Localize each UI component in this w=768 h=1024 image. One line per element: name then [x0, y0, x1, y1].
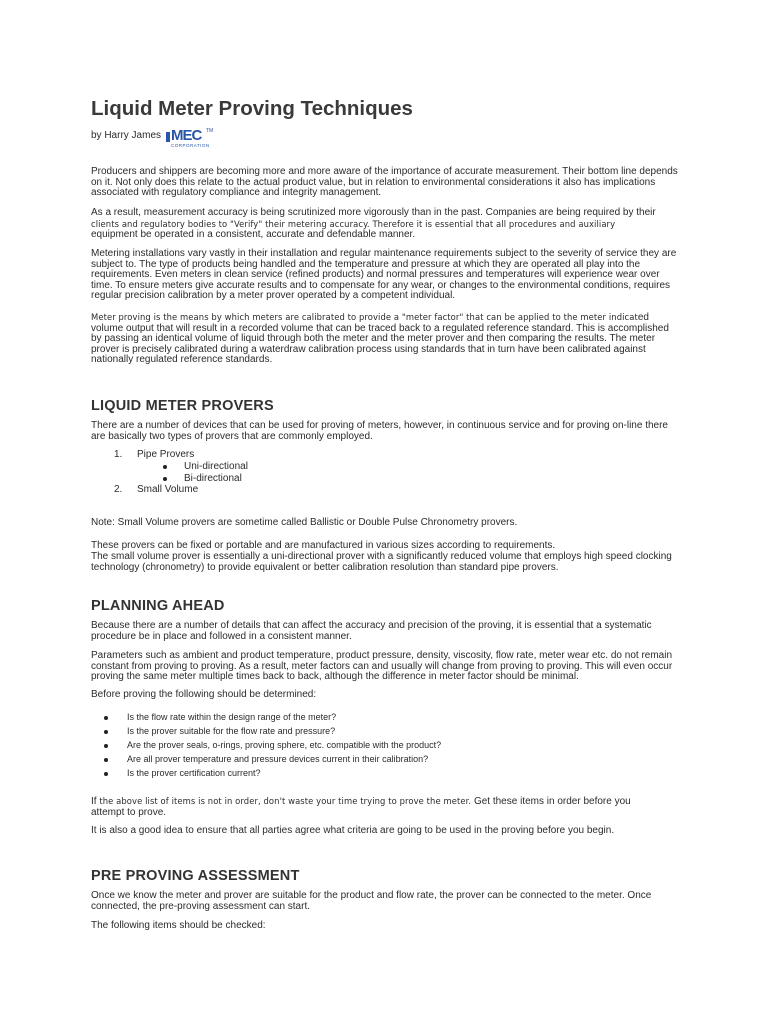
intro-paragraph-4-part-2: ed	[637, 312, 649, 323]
pre-proving-paragraph-1: Once we know the meter and prover are suitable for the product and flow rate, the prover can be connected to the meter. Once connected, the pre-proving assessment can start.	[91, 890, 652, 912]
mec-corporation-logo	[166, 128, 216, 150]
byline: by Harry James	[91, 130, 162, 141]
list-subitem-uni-directional: Uni-directional	[184, 461, 248, 472]
checklist-item: Is the prover certification current?	[127, 768, 261, 778]
checklist-item: Are the prover seals, o-rings, proving sphere, etc. compatible with the product?	[127, 740, 442, 750]
logo-bar-icon	[166, 132, 170, 142]
checklist-item: Is the prover suitable for the flow rate and pressure?	[127, 726, 336, 736]
bullet-icon	[104, 730, 108, 734]
intro-paragraph-2-part-2: clients and regulatory bodies to "Verify" their metering accuracy. Therefore it is essential that all procedures and auxiliary	[91, 218, 616, 229]
bullet-icon	[163, 477, 167, 481]
checklist-item: Is the flow rate within the design range of the meter?	[127, 712, 337, 722]
list-item-pipe-provers: Pipe Provers	[137, 449, 195, 460]
intro-paragraph-4-part-1: Meter proving is the means by which meters are calibrated to provide a "meter factor" that can be applied to the meter indicat	[91, 312, 638, 322]
planning-paragraph-3: Before proving the following should be determined:	[91, 689, 317, 700]
intro-paragraph-2-part-3: equipment be operated in a consistent, accurate and defendable manner.	[91, 229, 416, 240]
list-number: 1.	[114, 449, 123, 460]
bullet-icon	[104, 716, 108, 720]
bullet-icon	[104, 758, 108, 762]
intro-paragraph-2	[91, 208, 681, 241]
document-title: Liquid Meter Proving Techniques	[91, 97, 413, 120]
planning-paragraph-5: It is also a good idea to ensure that all parties agree what criteria are going to be used in the proving before you begin.	[91, 825, 615, 836]
list-number: 2.	[114, 484, 123, 495]
intro-paragraph-4	[91, 312, 681, 366]
list-subitem-bi-directional: Bi-directional	[184, 473, 242, 484]
list-item-small-volume: Small Volume	[137, 484, 199, 495]
intro-paragraph-2-part-1: As a result, measurement accuracy is being scrutinized more vigorously than in the past. Companies are being required by their	[91, 207, 656, 218]
provers-paragraph-2: These provers can be fixed or portable and are manufactured in various sizes according to requirements.	[91, 540, 556, 551]
bullet-icon	[163, 465, 167, 469]
provers-paragraph-3: The small volume prover is essentially a uni-directional prover with a significantly reduced volume that employs high speed clocking technology (chronometry) to provide equivalent or better calibration resolution than standard pipe provers.	[91, 551, 672, 573]
logo-text: MEC	[171, 127, 202, 144]
section-heading-pre-proving: PRE PROVING ASSESSMENT	[91, 868, 300, 884]
logo-subtext: CORPORATION	[171, 143, 210, 148]
logo-trademark: TM	[206, 128, 214, 134]
planning-paragraph-4-part-1: If	[91, 796, 97, 807]
checklist-item: Are all prover temperature and pressure devices current in their calibration?	[127, 754, 429, 764]
intro-paragraph-4-part-3: volume output that will result in a recorded volume that can be traced back to a regulated reference standard. This is accomplished by passing an identical volume of liquid through both the meter and the meter prover and then comparing the results. The meter prover is precisely calibrated during a waterdraw calibration process using standards that in turn have been calibrated against nationally regulated reference standards.	[91, 322, 669, 365]
planning-paragraph-4-part-4: attempt to prove.	[91, 806, 167, 818]
section-heading-planning: PLANNING AHEAD	[91, 598, 225, 614]
planning-paragraph-4	[91, 796, 681, 818]
intro-paragraph-1: Producers and shippers are becoming more and more aware of the importance of accurate measurement. Their bottom line depends on it. Not only does this relate to the actual product value, but in relation to environmental considerations it also has implications associated with regulatory compliance and integrity management.	[91, 166, 678, 198]
intro-paragraph-3: Metering installations vary vastly in their installation and regular maintenance requirements subject to the severity of service they are subject to. The type of products being handled and the temperature and pressure at which they are operated all play into the requirements. Even meters in clean service (refined products) and normal pressures and temperatures will experience wear over time. To ensure meters give accurate results and to compensate for any wear, or changes to the environmental conditions, requires regular precision calibration by a meter prover operated by a competent individual.	[91, 248, 677, 301]
pre-proving-paragraph-2: The following items should be checked:	[91, 920, 266, 931]
planning-paragraph-2: Parameters such as ambient and product temperature, product pressure, density, viscosity, flow rate, meter wear etc. do not remain constant from proving to proving. As a result, meter factors can and usually will change from proving to proving. This will even occur proving the same meter multiple times back to back, although the difference in meter factor should be minimal.	[91, 650, 673, 682]
planning-paragraph-1: Because there are a number of details that can affect the accuracy and precision of the proving, it is essential that a systematic procedure be in place and followed in a consistent manner.	[91, 620, 652, 642]
section-heading-provers: LIQUID METER PROVERS	[91, 398, 274, 414]
bullet-icon	[104, 744, 108, 748]
provers-note: Note: Small Volume provers are sometime called Ballistic or Double Pulse Chronometry provers.	[91, 517, 518, 528]
planning-paragraph-4-part-2: the above list of items is not in order, don't waste your time trying to prove the meter.	[99, 796, 472, 806]
provers-paragraph-1: There are a number of devices that can be used for proving of meters, however, in continuous service and for proving on-line there are basically two types of provers that are commonly employed.	[91, 420, 668, 442]
planning-paragraph-4-part-3: Get these items in order before you	[471, 796, 631, 807]
bullet-icon	[104, 772, 108, 776]
